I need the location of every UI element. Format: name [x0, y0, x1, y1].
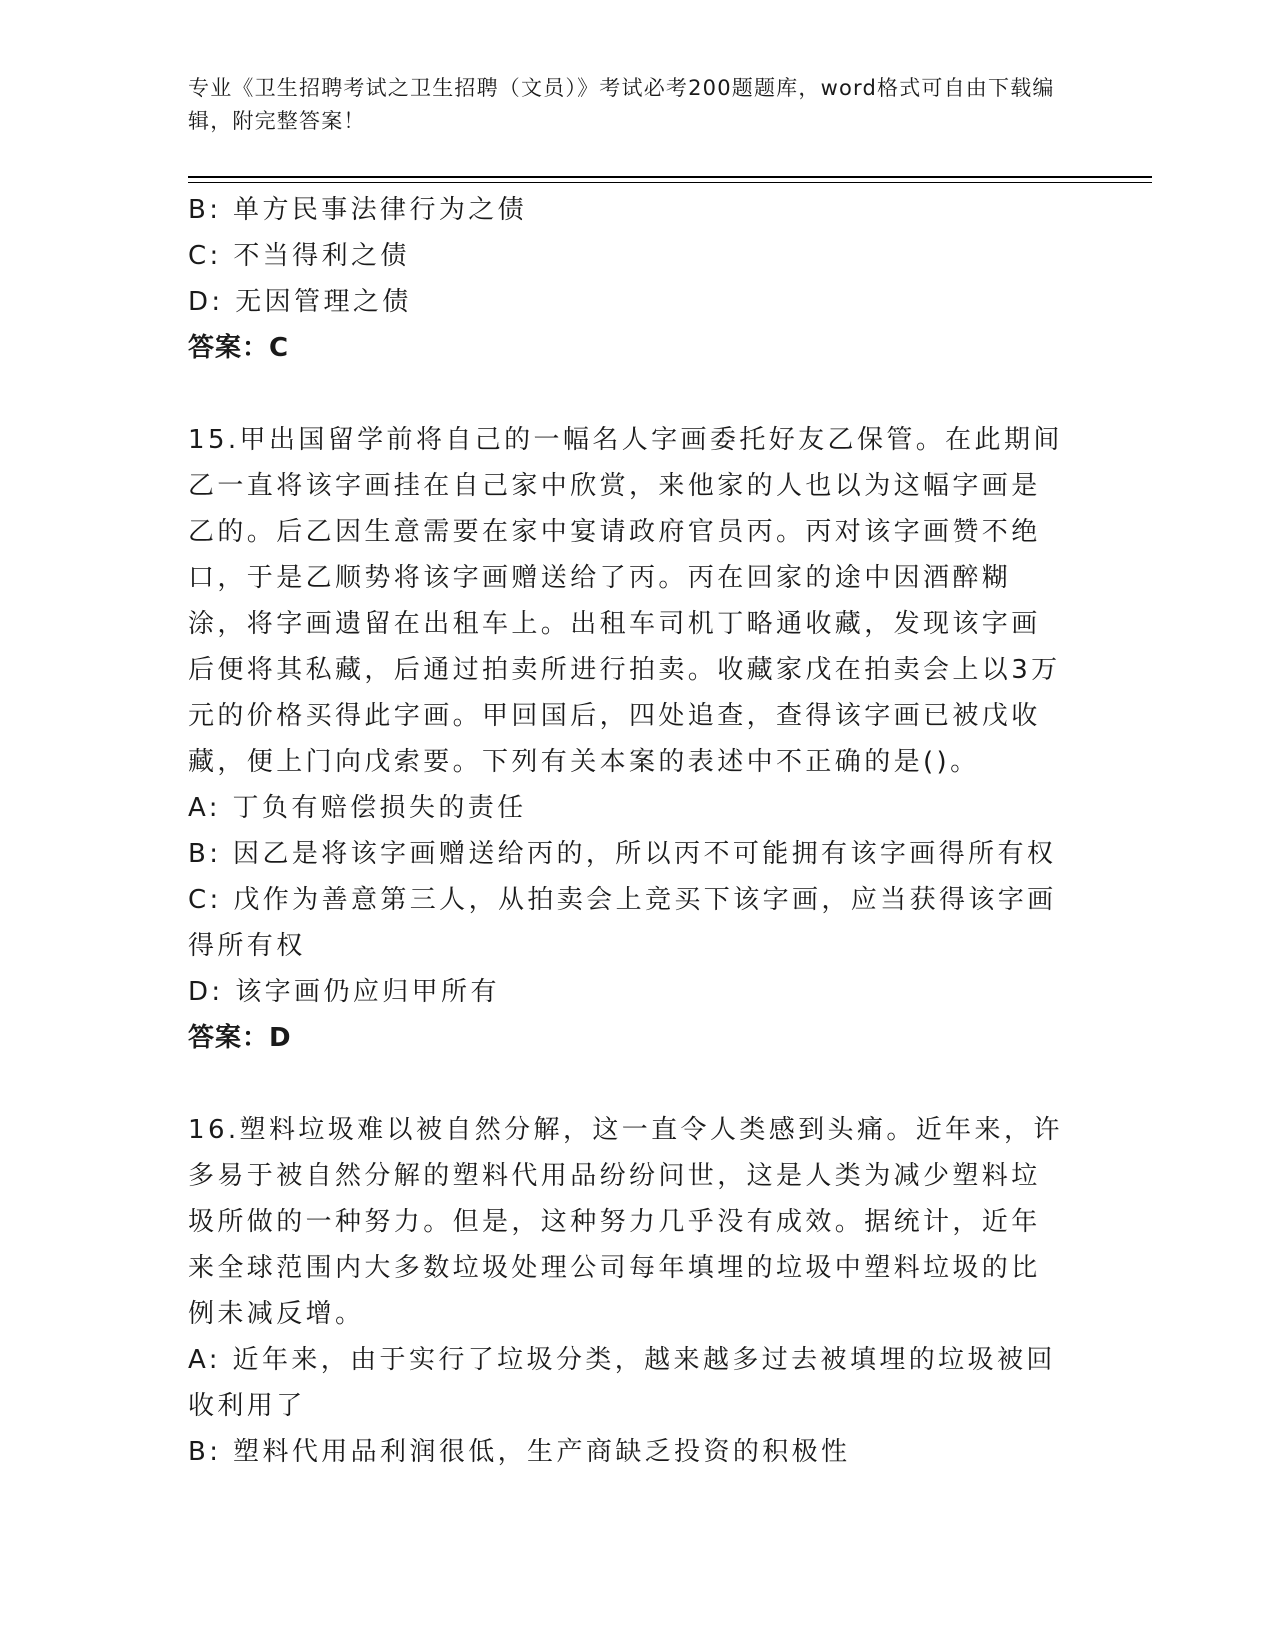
header-rule-thick — [188, 176, 1152, 178]
question-gap — [188, 1061, 1068, 1107]
q15-option-a: A: 丁负有赔偿损失的责任 — [188, 793, 527, 823]
header-rule-thin — [188, 182, 1152, 183]
q15-option-b: B: 因乙是将该字画赠送给丙的，所以丙不可能拥有该字画得所有权 — [188, 839, 1057, 869]
q16-option-a: A: 近年来，由于实行了垃圾分类，越来越多过去被填埋的垃圾被回收利用了 — [188, 1345, 1056, 1421]
q15-option-c: C: 戊作为善意第三人，从拍卖会上竞买下该字画，应当获得该字画得所有权 — [188, 885, 1057, 961]
q14-option-d: D: 无因管理之债 — [188, 287, 412, 317]
question-gap — [188, 371, 1068, 417]
q16-stem: 16.塑料垃圾难以被自然分解，这一直令人类感到头痛。近年来，许多易于被自然分解的塑料代用品纷纷问世，这是人类为减少塑料垃圾所做的一种努力。但是，这种努力几乎没有成效。据统计，近年来全球范围内大多数垃圾处理公司每年填埋的垃圾中塑料垃圾的比例未减反增。 — [188, 1115, 1063, 1329]
q15-answer: 答案：D — [188, 1023, 292, 1053]
document-body — [188, 187, 1068, 1475]
q16-option-b: B: 塑料代用品利润很低，生产商缺乏投资的积极性 — [188, 1437, 851, 1467]
q15-option-d: D: 该字画仍应归甲所有 — [188, 977, 500, 1007]
q14-option-c: C: 不当得利之债 — [188, 241, 410, 271]
q15-stem: 15.甲出国留学前将自己的一幅名人字画委托好友乙保管。在此期间乙一直将该字画挂在自己家中欣赏，来他家的人也以为这幅字画是乙的。后乙因生意需要在家中宴请政府官员丙。丙对该字画赞不绝口，于是乙顺势将该字画赠送给了丙。丙在回家的途中因酒醉糊涂，将字画遗留在出租车上。出租车司机丁略通收藏，发现该字画后便将其私藏，后通过拍卖所进行拍卖。收藏家戊在拍卖会上以3万元的价格买得此字画。甲回国后，四处追查，查得该字画已被戊收藏，便上门向戊索要。下列有关本案的表述中不正确的是()。 — [188, 425, 1063, 777]
page-header: 专业《卫生招聘考试之卫生招聘（文员）》考试必考200题题库，word格式可自由下载编辑，附完整答案！ — [188, 76, 1055, 133]
q14-option-b: B: 单方民事法律行为之债 — [188, 195, 528, 225]
q14-answer: 答案：C — [188, 333, 290, 363]
